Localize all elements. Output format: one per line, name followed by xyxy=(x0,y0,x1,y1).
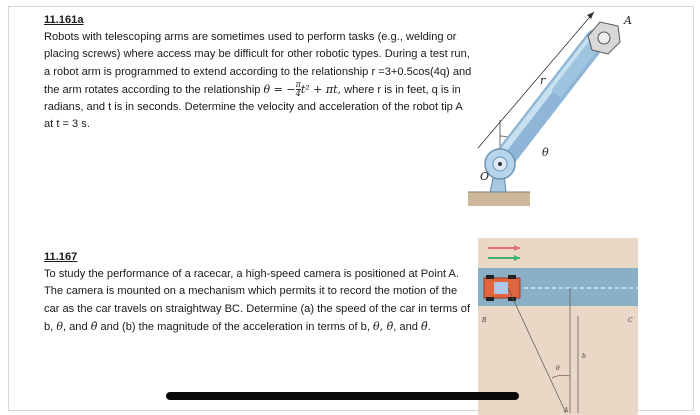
theta-dot-symbol: θ̇ xyxy=(90,319,98,333)
ground-base xyxy=(468,192,530,206)
problem-text xyxy=(44,266,472,336)
r-arrow-head xyxy=(587,12,594,19)
fraction-denominator: 4 xyxy=(295,89,301,99)
label-A: A xyxy=(564,407,569,414)
racecar-wheel xyxy=(486,297,494,301)
label-r: r xyxy=(540,74,546,87)
problem-text-part: , and xyxy=(62,320,91,333)
problem-number: 11.161a xyxy=(44,14,84,26)
theta-ddot-symbol: θ̈ xyxy=(421,319,428,333)
equation-lhs: θ = − xyxy=(263,82,296,96)
problem-text-part: To study the performance of a racecar, a high-speed camera is positioned at Point A. The camera is mounted on a mechanism which permits it to record the motion of the car as the car travels on straightway BC. Determine (a) the speed of the car in terms of b, xyxy=(44,268,471,333)
problem-11-167 xyxy=(44,249,472,336)
theta-list-symbols: θ, θ̇ xyxy=(373,319,394,333)
top-sand-strip xyxy=(478,238,638,268)
equation-rhs: t² + πt, xyxy=(300,82,342,96)
home-indicator-bar[interactable] xyxy=(166,392,519,400)
label-theta: θ xyxy=(542,146,549,159)
label-B: B xyxy=(482,317,487,324)
racecar-figure xyxy=(478,238,640,415)
problem-11-161a xyxy=(44,12,472,133)
racecar-wheel xyxy=(486,275,494,279)
label-O: O xyxy=(480,170,490,183)
problem-text-part: Robots with telescoping arms are sometimes used to perform tasks (e.g., welding or placing screws) where access may be difficult for other robotic types. During a test run, a robot arm is programmed to extend according to the relationship r =3+0.5cos(4q) and the arm rotates according to the relationship xyxy=(44,31,472,96)
racecar-wheel xyxy=(508,297,516,301)
problem-text xyxy=(44,29,472,133)
problem-text-part: where r is in feet, q is in radians, and t is in seconds. Determine the velocity and acceleration of the robot tip A at t = 3 s. xyxy=(44,83,463,131)
theta-equation xyxy=(263,80,342,99)
outer-arm-highlight xyxy=(496,36,592,160)
label-C: C xyxy=(628,317,633,324)
gripper-hub xyxy=(598,32,610,44)
problem-text-part: . xyxy=(427,320,431,333)
theta-symbol: θ xyxy=(56,319,63,333)
robot-arm-figure xyxy=(460,8,640,213)
label-b: b xyxy=(582,353,586,360)
fraction-numerator: π xyxy=(295,80,301,90)
pivot-center xyxy=(498,162,502,166)
racecar-cockpit xyxy=(494,282,508,294)
problem-number: 11.167 xyxy=(44,251,78,263)
problem-text-part: , and xyxy=(393,320,422,333)
label-A: A xyxy=(624,14,632,27)
label-theta: θ xyxy=(556,365,560,372)
racecar-wheel xyxy=(508,275,516,279)
problem-text-part: and (b) the magnitude of the acceleration in terms of b, xyxy=(97,320,374,333)
